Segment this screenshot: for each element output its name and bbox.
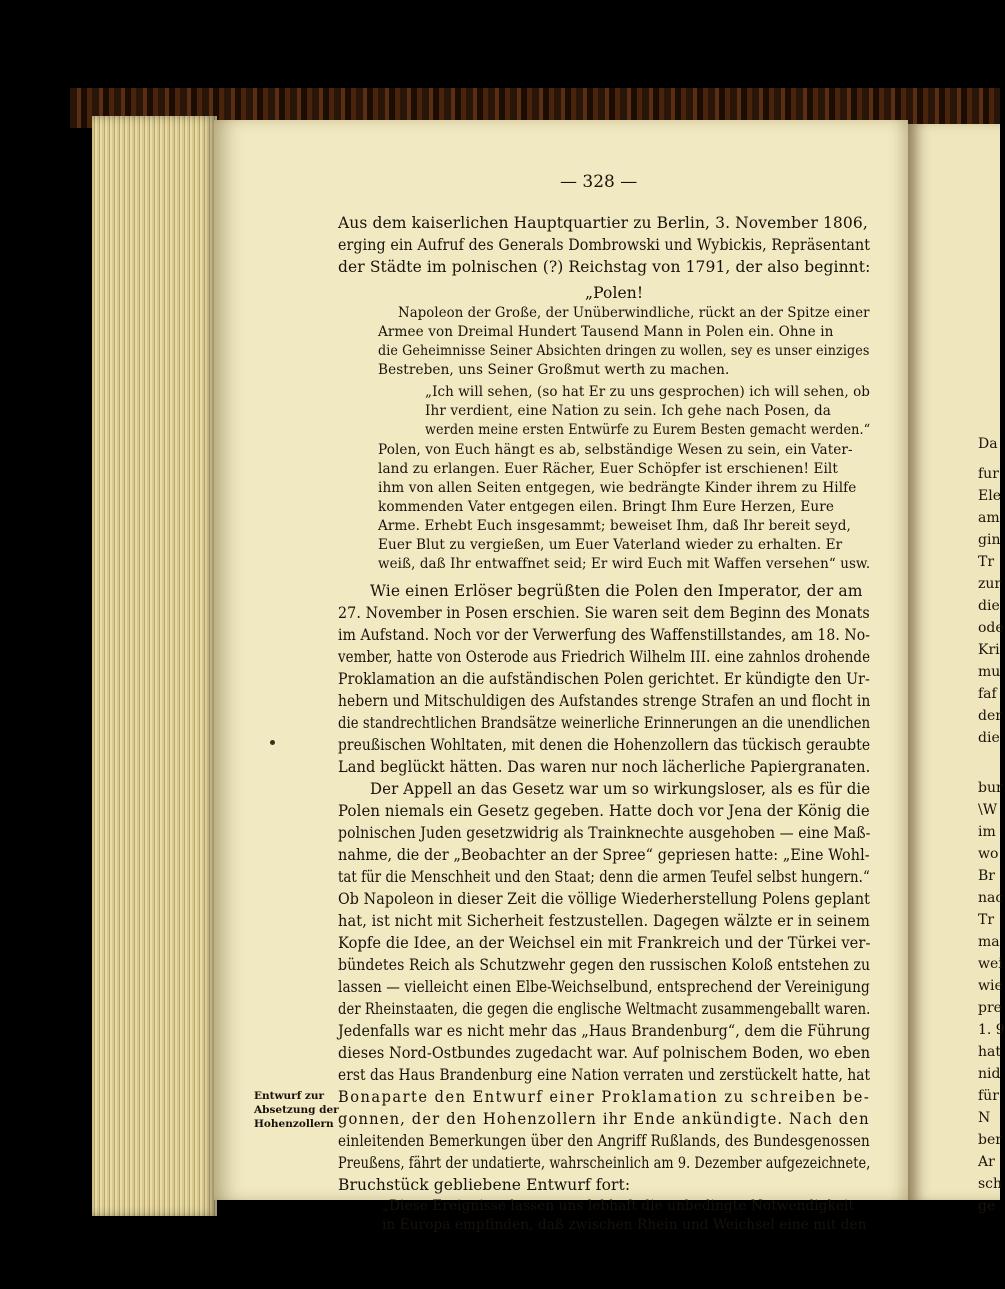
next-page-fragment: hat — [978, 1044, 1001, 1060]
text-line: 27. November in Posen erschien. Sie waren seit dem Beginn des Monats — [338, 604, 870, 622]
next-page-fragment: die — [978, 730, 1000, 746]
next-page-fragment: ge — [978, 1198, 996, 1214]
next-page-fragment: N — [978, 1110, 991, 1126]
text-line: „Polen! — [585, 284, 644, 302]
next-page-fragment: Tr — [978, 912, 995, 928]
text-line: polnischen Juden gesetzwidrig als Trainknechte ausgehoben — eine Maß- — [338, 824, 871, 842]
next-page-fragment: sch — [978, 1176, 1003, 1192]
next-page-fragment: im — [978, 824, 996, 840]
next-page-fragment: wei — [978, 956, 1003, 972]
text-line: der Städte im polnischen (?) Reichstag von 1791, der also beginnt: — [338, 258, 871, 276]
text-line: einleitenden Bemerkungen über den Angriff Rußlands, des Bundesgenossen — [338, 1132, 870, 1150]
text-line: Wie einen Erlöser begrüßten die Polen den Imperator, der am — [370, 582, 863, 600]
margin-note-line: Entwurf zur — [254, 1090, 324, 1102]
text-line: tat für die Menschheit und den Staat; denn die armen Teufel selbst hungern.“ — [338, 868, 870, 886]
margin-note-line: Hohenzollern — [254, 1118, 334, 1130]
text-line: Ihr verdient, eine Nation zu sein. Ich gehe nach Posen, da — [425, 403, 831, 419]
text-line: vember, hatte von Osterode aus Friedrich Wilhelm III. eine zahnlos drohende — [338, 648, 871, 666]
next-page-fragment: pre — [978, 1000, 1002, 1016]
next-page-fragment: Kri — [978, 642, 1000, 658]
next-page-fragment: wo — [978, 846, 999, 862]
next-page-fragment: gin — [978, 532, 1001, 548]
text-line: im Aufstand. Noch vor der Verwerfung des Waffenstillstandes, am 18. No- — [338, 626, 871, 644]
text-line: der Rheinstaaten, die gegen die englische Weltmacht zusammengeballt waren. — [338, 1000, 871, 1018]
text-line: dieses Nord-Ostbundes zugedacht war. Auf polnischem Boden, wo eben — [338, 1044, 871, 1062]
next-page-fragment: 1. 9 — [978, 1022, 1005, 1038]
next-page-fragment: Da — [978, 436, 998, 452]
page-edges — [92, 116, 217, 1216]
next-page-fragment: für — [978, 1088, 999, 1104]
next-page-fragment: bur — [978, 780, 1003, 796]
next-page-fragment: der — [978, 708, 1002, 724]
text-line: die standrechtlichen Brandsätze weinerliche Erinnerungen an die unendlichen — [338, 714, 871, 732]
text-line: werden meine ersten Entwürfe zu Eurem Besten gemacht werden.“ — [425, 422, 871, 438]
text-line: weiß, daß Ihr entwaffnet seid; Er wird Euch mit Waffen versehen“ usw. — [378, 556, 871, 572]
text-line: Arme. Erhebt Euch insgesammt; beweiset Ihm, daß Ihr bereit seyd, — [378, 518, 851, 534]
text-line: Bestreben, uns Seiner Großmut werth zu machen. — [378, 362, 730, 378]
next-page-fragment: Ele — [978, 488, 1001, 504]
text-line-spaced: Bonaparte den Entwurf einer Proklamation zu schreiben be- — [338, 1088, 871, 1106]
next-page-fragment: am — [978, 510, 1000, 526]
ink-dot — [270, 740, 275, 745]
next-page-fragment: ma — [978, 934, 1000, 950]
text-line: erging ein Aufruf des Generals Dombrowski und Wybickis, Repräsentant — [338, 236, 871, 254]
text-line: kommenden Vater entgegen eilen. Bringt Ihm Eure Herzen, Eure — [378, 499, 835, 515]
next-page-fragment: wie — [978, 978, 1003, 994]
text-line: preußischen Wohltaten, mit denen die Hohenzollern das tückisch geraubte — [338, 736, 871, 754]
text-line: Euer Blut zu vergießen, um Euer Vaterland wieder zu erhalten. Er — [378, 537, 843, 553]
text-line: in Europa empfinden, daß zwischen Rhein und Weichsel eine mit den — [382, 1217, 867, 1233]
next-page-fragment: ber — [978, 1132, 1002, 1148]
text-line: Aus dem kaiserlichen Hauptquartier zu Berlin, 3. November 1806, — [338, 214, 868, 232]
text-line: Proklamation an die aufständischen Polen gerichtet. Er kündigte den Ur- — [338, 670, 870, 688]
text-line: die Geheimnisse Seiner Absichten dringen zu wollen, sey es unser einziges — [378, 343, 870, 359]
next-page-fragment: mu — [978, 664, 1001, 680]
text-line: Kopfe die Idee, an der Weichsel ein mit Frankreich und der Türkei ver- — [338, 934, 871, 952]
text-line: „Diese Ereignisse lassen uns lebhaft die unbedingte Notwendigkeit — [382, 1198, 855, 1214]
next-page-fragment: Ar — [978, 1154, 995, 1170]
text-line: Der Appell an das Gesetz war um so wirkungsloser, als es für die — [370, 780, 871, 798]
text-line: Land beglückt hätten. Das waren nur noch lächerliche Papiergranaten. — [338, 758, 871, 776]
next-page-fragment: Br — [978, 868, 995, 884]
text-line: bündetes Reich als Schutzwehr gegen den russischen Koloß entstehen zu — [338, 956, 871, 974]
text-line: lassen — vielleicht einen Elbe-Weichselbund, entsprechend der Vereinigung — [338, 978, 870, 996]
next-page-fragment: ode — [978, 620, 1004, 636]
next-page-fragment: zur — [978, 576, 1002, 592]
next-page-fragment: fur — [978, 466, 999, 482]
text-line: erst das Haus Brandenburg eine Nation verraten und zerstückelt hatte, hat — [338, 1066, 871, 1084]
text-line: „Ich will sehen, (so hat Er zu uns gesprochen) ich will sehen, ob — [425, 384, 871, 400]
next-page-fragment: nid — [978, 1066, 1001, 1082]
next-page-fragment: faf — [978, 686, 997, 702]
text-line: nahme, die der „Beobachter an der Spree“ gepriesen hatte: „Eine Wohl- — [338, 846, 870, 864]
text-line: ihm von allen Seiten entgegen, wie bedrängte Kinder ihrem zu Hilfe — [378, 480, 857, 496]
text-line: land zu erlangen. Euer Rächer, Euer Schöpfer ist erschienen! Eilt — [378, 461, 838, 477]
text-line: Armee von Dreimal Hundert Tausend Mann in Polen ein. Ohne in — [378, 324, 834, 340]
next-page-fragment: die — [978, 598, 1000, 614]
next-page-edge — [908, 124, 1005, 1214]
text-line: Jedenfalls war es nicht mehr das „Haus Brandenburg“, dem die Führung — [338, 1022, 871, 1040]
text-line: Polen, von Euch hängt es ab, selbständige Wesen zu sein, ein Vater- — [378, 442, 853, 458]
text-line: Preußens, fährt der undatierte, wahrscheinlich am 9. Dezember aufgezeichnete, — [338, 1154, 871, 1172]
text-line: Ob Napoleon in dieser Zeit die völlige Wiederherstellung Polens geplant — [338, 890, 870, 908]
next-page-fragment: Tr — [978, 554, 995, 570]
text-line: hat, ist nicht mit Sicherheit festzustellen. Dagegen wälzte er in seinem — [338, 912, 870, 930]
next-page-fragment: \W — [978, 802, 998, 818]
text-line-spaced: gonnen, der den Hohenzollern ihr Ende ankündigte. Nach den — [338, 1110, 870, 1128]
next-page-fragment: nac — [978, 890, 1004, 906]
text-line: Polen niemals ein Gesetz gegeben. Hatte doch vor Jena der König die — [338, 802, 870, 820]
margin-note-line: Absetzung der — [254, 1104, 339, 1116]
text-line: Bruchstück gebliebene Entwurf fort: — [338, 1176, 631, 1194]
text-line: hebern und Mitschuldigen des Aufstandes strenge Strafen an und flocht in — [338, 692, 871, 710]
page-number: — 328 — — [560, 172, 638, 192]
text-line: Napoleon der Große, der Unüberwindliche, rückt an der Spitze einer — [398, 305, 870, 321]
